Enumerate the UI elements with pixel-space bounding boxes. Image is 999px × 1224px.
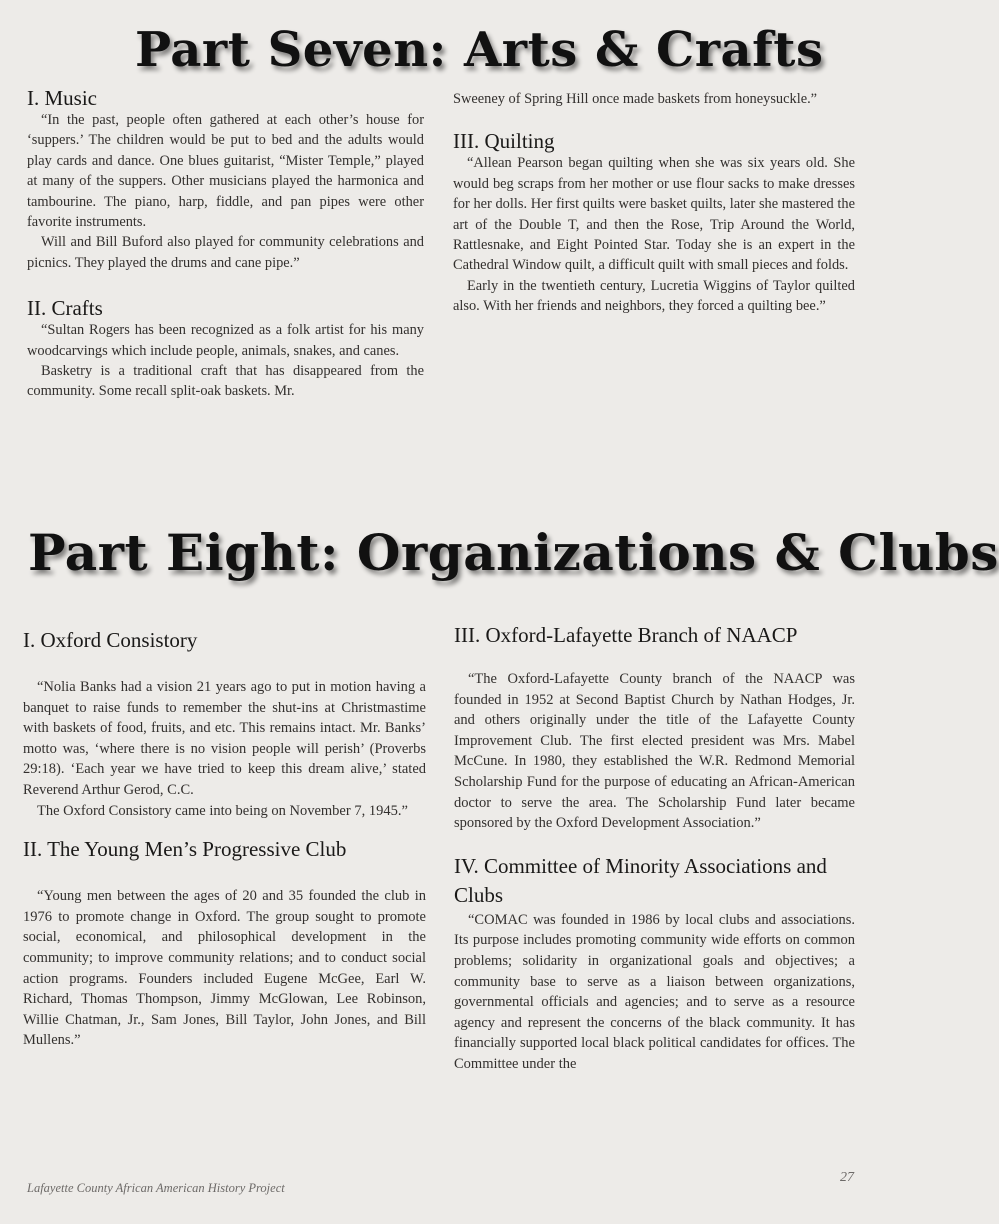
comac-paragraph-1: “COMAC was founded in 1986 by local clubs and associations. Its purpose includes promoting community wide efforts on common problems; solidarity in organizational goals and objectives; a community base to serve as a liaison between organizations, governmental officials and agencies; and to serve as a resource agency and represent the concerns of the black community. It has financially supported local black political candidates for offices. The Committee under the <box>454 911 855 1072</box>
crafts-heading: II. Crafts <box>27 296 103 321</box>
part-eight-right-column <box>454 621 855 1075</box>
naacp-heading: III. Oxford-Lafayette Branch of NAACP <box>454 623 798 647</box>
quilting-paragraph-1: “Allean Pearson began quilting when she was six years old. She would beg scraps from her mother or use flour sacks to make dresses for her dolls. Her first quilts were basket quilts, later she mastered the art of the Double T, and then the Rose, Trip Around the World, Rattlesnake, and Eight Pointed Star. Today she is an expert in the Cathedral Window quilt, a difficult quilt with small pieces and folds. <box>453 155 855 274</box>
naacp-paragraph-1: “The Oxford-Lafayette County branch of the NAACP was founded in 1952 at Second Baptist Church by Nathan Hodges, Jr. and others originally under the title of the Lafayette County Improvement Club. The first elected president was Mrs. Mabel McCune. In 1980, they established the W.R. Redmond Memorial Scholarship Fund for the purpose of educating an African-American doctor to serve the area. The Scholarship Fund later became sponsored by the Oxford Development Association.” <box>454 671 855 832</box>
oxford-consistory-paragraph-1: “Nolia Banks had a vision 21 years ago to put in motion having a banquet to raise funds to remember the shut-ins at Christmastime with baskets of food, fruits, and etc. This remains intact. Mr. Banks’ motto was, ‘where there is no vision people will perish’ (Proverbs 29:18). ‘Each year we have tried to keep this dream alive,’ stated Reverend Arthur Gerod, C.C. <box>23 679 426 798</box>
crafts-paragraph-3: Sweeney of Spring Hill once made baskets from honeysuckle.” <box>453 91 818 107</box>
music-paragraph-1: “In the past, people often gathered at each other’s house for ‘suppers.’ The children would be put to bed and the adults would play cards and dance. One blues guitarist, “Mister Temple,” played at many of the suppers. Other musicians played the harmonica and tambourine. The piano, harp, fiddle, and pan pipes were other favorite instruments. <box>27 112 424 231</box>
music-heading: I. Music <box>27 86 97 110</box>
footer-project-name: Lafayette County African American History Project <box>27 1181 285 1195</box>
oxford-consistory-paragraph-2: The Oxford Consistory came into being on November 7, 1945.” <box>37 802 408 819</box>
part-seven-left-column <box>27 86 424 402</box>
crafts-paragraph-2: Basketry is a traditional craft that has disappeared from the community. Some recall split-oak baskets. Mr. <box>27 363 424 400</box>
music-paragraph-2: Will and Bill Buford also played for community celebrations and picnics. They played the drums and cane pipe.” <box>27 234 424 271</box>
quilting-heading: III. Quilting <box>453 129 555 154</box>
quilting-paragraph-2: Early in the twentieth century, Lucretia Wiggins of Taylor quilted also. With her friends and neighbors, they forced a quilting bee.” <box>453 277 855 315</box>
young-mens-club-heading: II. The Young Men’s Progressive Club <box>23 837 347 862</box>
part-seven-title: Part Seven: Arts & Crafts <box>135 22 824 78</box>
crafts-paragraph-1: “Sultan Rogers has been recognized as a folk artist for his many woodcarvings which include people, animals, snakes, and canes. <box>27 322 424 359</box>
part-eight-title: Part Eight: Organizations & Clubs <box>28 523 999 582</box>
part-eight-left-column <box>23 626 426 1051</box>
part-seven-right-column <box>453 89 855 317</box>
comac-heading: IV. Committee of Minority Associations and Clubs <box>454 853 827 907</box>
page-number: 27 <box>840 1170 854 1185</box>
young-mens-club-paragraph-1: “Young men between the ages of 20 and 35 founded the club in 1976 to promote change in Oxford. The group sought to promote social, economical, and philosophical development in the community; to improve community relations; and to conduct social action programs. Founders included Eugene McGee, Earl W. Richard, Thomas Thompson, Jimmy McGlowan, Lee Robinson, Willie Chatman, Jr., Sam Jones, Bill Taylor, John Jones, and Bill Mullens.” <box>23 888 426 1049</box>
oxford-consistory-heading: I. Oxford Consistory <box>23 628 198 652</box>
